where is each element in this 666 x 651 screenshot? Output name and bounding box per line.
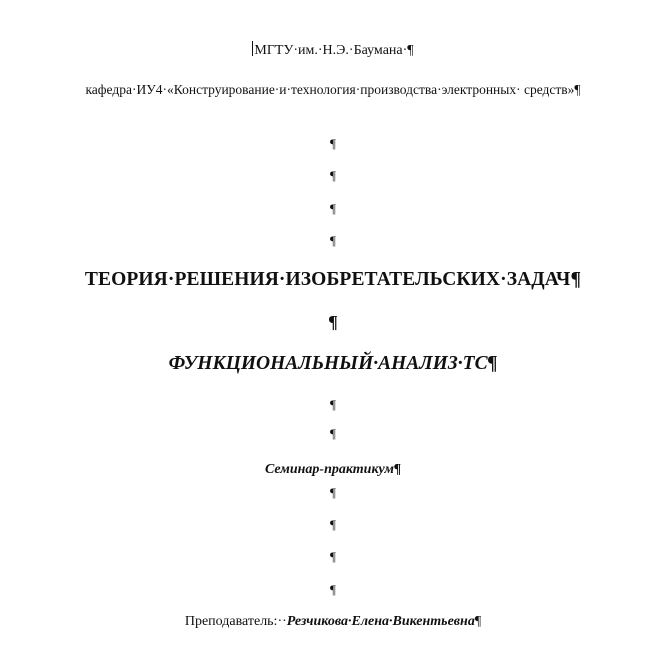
department-text: кафедра·ИУ4·«Конструирование·и·технология·производства·электронных· средств»¶ xyxy=(85,82,581,97)
paragraph-mark: ¶ xyxy=(330,233,336,248)
university-text: МГТУ·им.·Н.Э.·Баумана·¶ xyxy=(254,43,414,58)
empty-paragraph[interactable] xyxy=(0,582,666,598)
empty-paragraph-large[interactable] xyxy=(0,312,666,333)
paragraph-mark: ¶ xyxy=(330,582,336,597)
paragraph-mark: ¶ xyxy=(330,201,336,216)
empty-paragraph[interactable] xyxy=(0,201,666,217)
empty-paragraph[interactable] xyxy=(0,426,666,442)
teacher-line[interactable] xyxy=(0,614,666,630)
teacher-label: Преподаватель:·· xyxy=(184,614,287,629)
empty-paragraph[interactable] xyxy=(0,397,666,413)
paragraph-mark: ¶ xyxy=(330,136,336,151)
seminar-heading[interactable] xyxy=(0,462,666,478)
university-line[interactable] xyxy=(0,41,666,59)
title-text: ТЕОРИЯ·РЕШЕНИЯ·ИЗОБРЕТАТЕЛЬСКИХ·ЗАДАЧ¶ xyxy=(84,269,582,290)
empty-paragraph[interactable] xyxy=(0,136,666,152)
seminar-text: Семинар-практикум¶ xyxy=(264,462,402,477)
paragraph-mark: ¶ xyxy=(330,426,336,441)
paragraph-mark: ¶ xyxy=(330,397,336,412)
empty-paragraph[interactable] xyxy=(0,485,666,501)
department-paragraph[interactable] xyxy=(40,81,626,98)
subtitle-text: ФУНКЦИОНАЛЬНЫЙ·АНАЛИЗ·ТС¶ xyxy=(168,353,498,374)
paragraph-mark: ¶ xyxy=(474,614,482,629)
paragraph-mark: ¶ xyxy=(330,485,336,500)
empty-paragraph[interactable] xyxy=(0,549,666,565)
empty-paragraph[interactable] xyxy=(0,168,666,184)
paragraph-mark: ¶ xyxy=(328,312,338,332)
paragraph-mark: ¶ xyxy=(330,517,336,532)
empty-paragraph[interactable] xyxy=(0,517,666,533)
paragraph-mark: ¶ xyxy=(330,168,336,183)
document-subtitle[interactable] xyxy=(0,353,666,375)
teacher-name: Резчикова·Елена·Викентьевна xyxy=(286,614,475,629)
empty-paragraph[interactable] xyxy=(0,233,666,249)
document-title[interactable] xyxy=(0,269,666,291)
paragraph-mark: ¶ xyxy=(330,549,336,564)
